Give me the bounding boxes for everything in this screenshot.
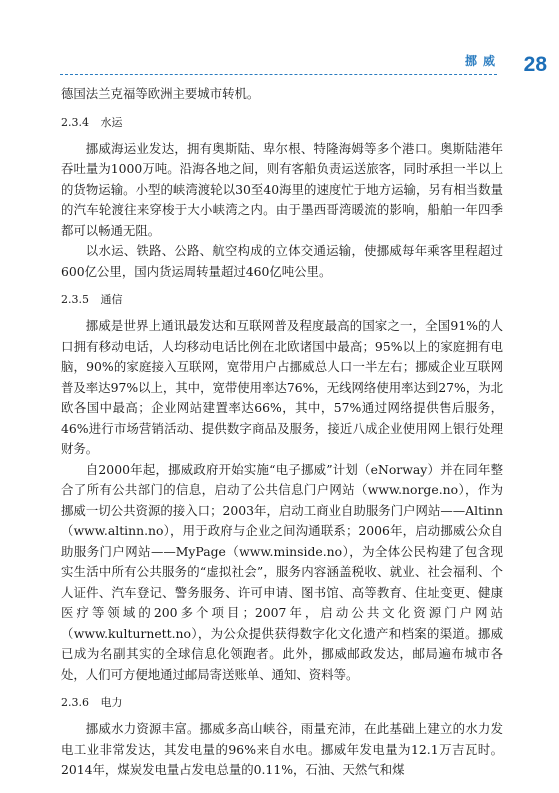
running-header-label: 挪威 (464, 54, 501, 68)
page-header (0, 0, 559, 86)
section-number: 2.3.6 (61, 696, 89, 709)
section-number: 2.3.5 (61, 293, 89, 306)
section-title: 通信 (100, 293, 123, 306)
page-number: 28 (523, 53, 547, 76)
continuation-text: 德国法兰克福等欧洲主要城市转机。 (61, 86, 260, 101)
section-heading (61, 694, 503, 712)
paragraph: 挪威是世界上通讯最发达和互联网普及程度最高的国家之一，全国91%的人口拥有移动电话，人均移动电话比例在北欧诸国中最高；95%以上的家庭拥有电脑，90%的家庭接入互联网，宽带用户占挪威总人口一半左右；挪威企业互联网普及率达97%以上，其中，宽带使用率达76%，无线网络使用率达到27%，为北欧各国中最高；企业网站建置率达66%，其中，57%通过网络提供售后服务，46%进行市场营销活动、提供数字商品及服务，接近八成企业使用网上银行处理财务。 (61, 318, 503, 456)
section-number: 2.3.4 (61, 115, 89, 129)
paragraph: 挪威水力资源丰富。挪威多高山峡谷，雨量充沛，在此基础上建立的水力发电工业非常发达，其发电量的96%来自水电。挪威年发电量为12.1万吉瓦时。2014年，煤炭发电量占发电总量的0.11%，石油、天然气和煤 (61, 721, 503, 777)
page-body (61, 84, 503, 781)
paragraph: 挪威海运业发达，拥有奥斯陆、卑尔根、特隆海姆等多个港口。奥斯陆港年吞吐量为1000万吨。沿海各地之间，则有客船负责运送旅客，同时承担一半以上的货物运输。小型的峡湾渡轮以30至40海里的速度忙于地方运输，另有相当数量的汽车轮渡往来穿梭于大小峡湾之内。由于墨西哥湾暖流的影响，船舶一年四季都可以畅通无阻。 (61, 140, 503, 238)
section-heading (61, 114, 503, 132)
paragraph: 以水运、铁路、公路、航空构成的立体交通运输，使挪威每年乘客里程超过600亿公里，国内货运周转量超过460亿吨公里。 (61, 243, 503, 279)
section-title: 电力 (100, 696, 123, 709)
section-heading (61, 291, 503, 309)
section-title: 水运 (100, 115, 123, 129)
paragraph: 自2000年起，挪威政府开始实施“电子挪威”计划（eNorway）并在同年整合了所有公共部门的信息，启动了公共信息门户网站（www.norge.no），作为挪威一切公共资源的接入口；2003年，启动工商业自助服务门户网站——Altinn（www.altinn.no），用于政府与企业之间沟通联系；2006年，启动挪威公众自助服务门户网站——MyPage（www.minside.no），为全体公民构建了包含现实生活中所有公共服务的“虚拟社会”，服务内容涵盖税收、就业、社会福利、个人证件、汽车登记、警务服务、许可申请、图书馆、高等教育、住址变更、健康医疗等领域的200多个项目；2007年，启动公共文化资源门户网站（www.kulturnett.no），为公众提供获得数字化文化遗产和档案的渠道。挪威已成为名副其实的全球信息化领跑者。此外，挪威邮政发达，邮局遍布城市各处，人们可方便地通过邮局寄送账单、通知、资料等。 (61, 461, 503, 682)
header-rule (60, 74, 497, 75)
